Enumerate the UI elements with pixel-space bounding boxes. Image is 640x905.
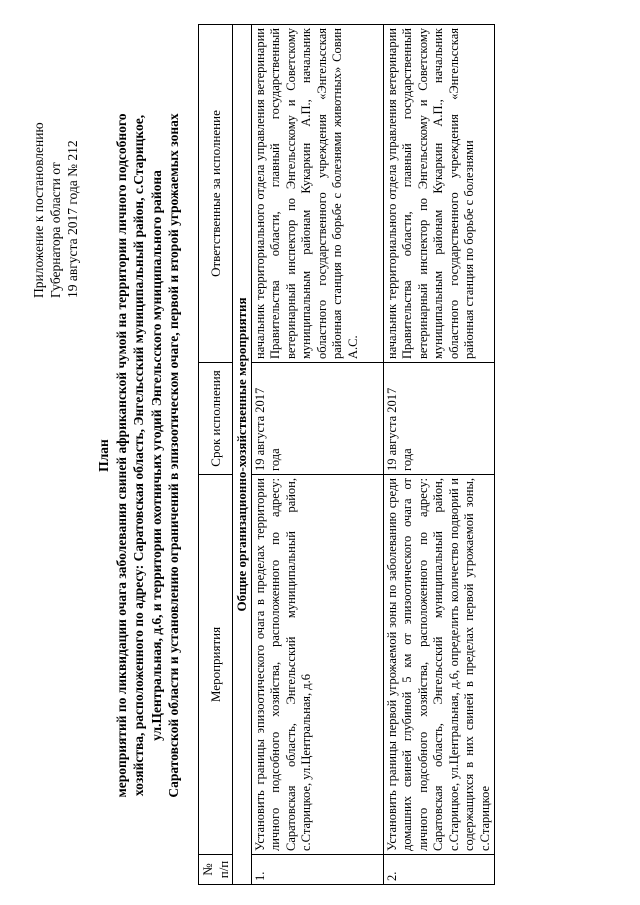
row-num: 1. bbox=[251, 855, 383, 885]
table-header-row bbox=[199, 25, 233, 885]
row-responsible: начальник территориального отдела управления ветеринарии Правительства области, главный государственный ветеринарный инспектор по Энгельсскому и Советскому муниципальным районам Кукаркин А.П., начальник областного государственного учреждения «Энгельсская районная станция по борьбе с болезнями bbox=[383, 25, 495, 363]
title-line-1: мероприятий по ликвидации очага заболевания свиней африканской чумой на территории личного подсобного bbox=[113, 113, 129, 798]
row-deadline: 19 августа 2017 года bbox=[383, 363, 495, 475]
header-num: № п/п bbox=[199, 855, 233, 885]
title-heading: План bbox=[96, 439, 111, 472]
section-title: Общие организационно-хозяйственные мероприятия bbox=[233, 25, 252, 885]
rotated-page bbox=[12, 18, 630, 893]
row-measure: Установить границы эпизоотического очага в пределах территории личного подсобного хозяйства, расположенного по адресу: Саратовская область, Энгельсский муниципальный район, с.Старицкое, ул.Центральная, д.6 bbox=[251, 475, 383, 855]
section-row bbox=[233, 25, 252, 885]
appendix-line-3: 19 августа 2017 года № 212 bbox=[65, 140, 80, 298]
header-responsible: Ответственные за исполнение bbox=[199, 25, 233, 363]
plan-title bbox=[95, 18, 183, 893]
row-responsible: начальник территориального отдела управления ветеринарии Правительства области, главный государственный ветеринарный инспектор по Энгельсскому и Советскому муниципальным районам Кукаркин А.П., начальник областного государственного учреждения «Энгельсская районная станция по борьбе с болезнями животных» Совин А.С. bbox=[251, 25, 383, 363]
title-line-4: Саратовской области и установлению ограничений в эпизоотическом очаге, первой и второй угрожаемых зонах bbox=[166, 113, 182, 798]
row-measure: Установить границы первой угрожаемой зоны по заболеванию среди домашних свиней глубиной 5 км от эпизоотического очага от личного подсобного хозяйства, расположенного по адресу: Саратовская область, Энгельсский муниципальный район, с.Старицкое, ул.Центральная, д.6, определить количество подворий и содержащихся в них свиней в пределах первой угрожаемой зоны, с.Старицкое bbox=[383, 475, 495, 855]
appendix-line-1: Приложение к постановлению bbox=[31, 122, 46, 298]
appendix-line-2: Губернатора области от bbox=[48, 162, 63, 298]
row-num: 2. bbox=[383, 855, 495, 885]
table-row bbox=[383, 25, 495, 885]
header-deadline: Срок исполнения bbox=[199, 363, 233, 475]
title-line-3: ул.Центральная, д.6, и территории охотничьих угодий Энгельсского муниципального района bbox=[148, 170, 164, 741]
appendix-block bbox=[30, 28, 81, 298]
row-deadline: 19 августа 2017 года bbox=[251, 363, 383, 475]
title-line-2: хозяйства, расположенного по адресу: Саратовская область, Энгельсский муниципальный район, с.Старицкое, bbox=[131, 114, 147, 797]
table-row bbox=[251, 25, 383, 885]
header-measures: Мероприятия bbox=[199, 475, 233, 855]
measures-table bbox=[198, 24, 495, 885]
